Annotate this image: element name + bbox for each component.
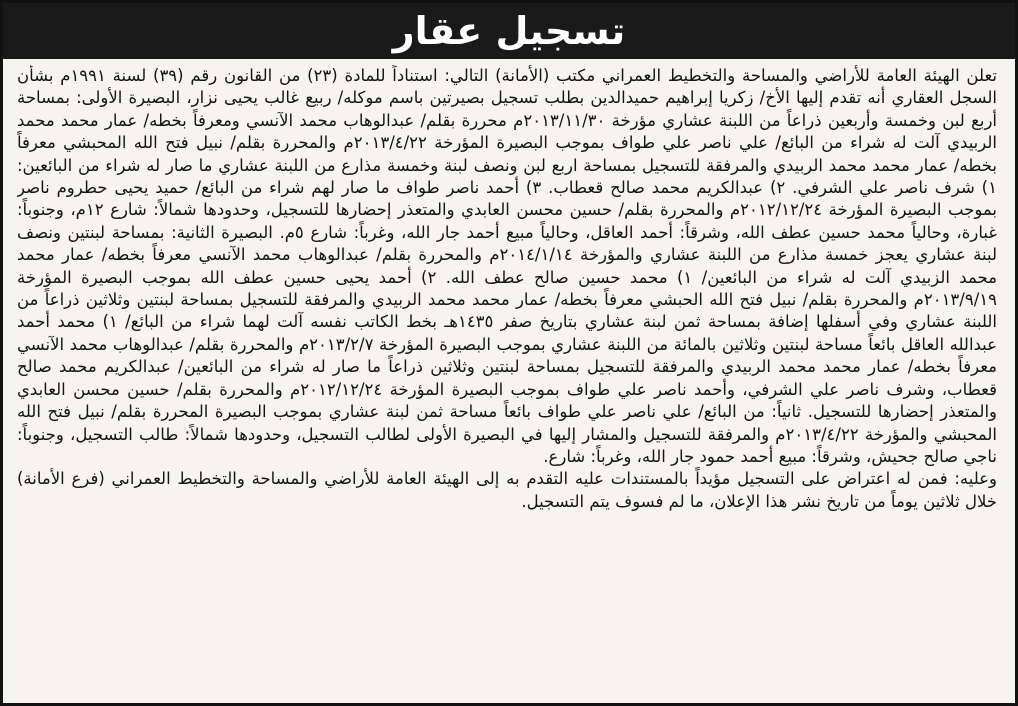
notice-body xyxy=(17,65,997,699)
title-bar xyxy=(3,3,1015,59)
notice-paragraph: تعلن الهيئة العامة للأراضي والمساحة والتخطيط العمراني مكتب (الأمانة) التالي: استناداً للمادة (٢٣) من القانون رقم (٣٩) لسنة ١٩٩١م بشأن السجل العقاري أنه تقدم إليها الأخ/ زكريا إبراهيم حميدالدين بطلب تسجيل بصيرتين باسم موكله/ ربيع غالب يحيى نزار، البصيرة الأولى: بمساحة أربع لبن وخمسة وأربعين ذراعاً من اللبنة عشاري مؤرخة ٢٠١٣/١١/٣٠م محررة بقلم/ عبدالوهاب محمد الآنسي ومعرفاً بخطه/ عمار محمد محمد الربيدي آلت له شراء من البائع/ علي ناصر علي طواف بموجب البصيرة المؤرخة ٢٠١٣/٤/٢٢م والمحررة بقلم/ نبيل فتح الله المحبشي معرفاً بخطه/ عمار محمد محمد الربيدي والمرفقة للتسجيل بمساحة اربع لبن ونصف لبنة وخمسة مذارع من اللبنة عشاري ما صار له شراء من البائعين: ١) شرف ناصر علي الشرفي. ٢) عبدالكريم محمد صالح قعطاب. ٣) أحمد ناصر طواف ما صار لهم شراء من البائع/ حميد يحيى حطروم ناصر بموجب البصيرة المؤرخة ٢٠١٢/١٢/٢٤م والمحررة بقلم/ حسين محسن العابدي والمتعذر إحضارها للتسجيل، وحدودها شمالاً: شارع ١٢م، وجنوباً: غبارة، وحالياً محمد حسين عطف الله، وشرقاً: أحمد العاقل، وحالياً مبيع أحمد جار الله، وغرباً: شارع ٥م. البصيرة الثانية: بمساحة لبنتين ونصف لبنة عشاري يعجز خمسة مذارع من اللبنة عشاري والمؤرخة ٢٠١٤/١/١٤م والمحررة بقلم/ عبدالوهاب محمد الآنسي معرفاً بخطه/ عمار محمد محمد الزبيدي آلت له شراء من البائعين/ ١) محمد حسين صالح عطف الله. ٢) أحمد يحيى حسين عطف الله بموجب البصيرة المؤرخة ٢٠١٣/٩/١٩م والمحررة بقلم/ نبيل فتح الله الحبشي معرفاً بخطه/ عمار محمد محمد الربيدي والمرفقة للتسجيل بمساحة لبنتين وثلاثين ذراعاً من اللبنة عشاري وفي أسفلها إضافة بمساحة ثمن لبنة عشاري بتاريخ صفر ١٤٣٥هـ بخط الكاتب نفسه آلت لهما شراء من البائع/ ١) محمد أحمد عبدالله العاقل بائعاً مساحة لبنتين وثلاثين بالمائة من اللبنة عشاري بموجب البصيرة المؤرخة ٢٠١٣/٢/٧م والمحررة بقلم/ عبدالوهاب محمد الآنسي معرفاً بخطه/ عمار محمد محمد الربيدي والمرفقة للتسجيل بمساحة لبنتين وثلاثين ذراعاً ما صار له شراء من البائعين/ عبدالكريم محمد صالح قعطاب، وشرف ناصر علي الشرفي، وأحمد ناصر علي طواف بموجب البصيرة المؤرخة ٢٠١٢/١٢/٢٤م والمحررة بقلم/ حسين محسن العابدي والمتعذر إحضارها للتسجيل. ثانياً: من البائع/ علي ناصر علي طواف بائعاً مساحة ثمن لبنة عشاري بموجب البصيرة المحررة بقلم/ نبيل فتح الله المحبشي والمؤرخة ٢٠١٣/٤/٢٢م والمرفقة للتسجيل والمشار إليها في البصيرة الأولى لطالب التسجيل، وحدودها شمالاً: طالب التسجيل، وجنوباً: ناجي صالح جحيش، وشرقاً: مبيع أحمد حمود جار الله، وغرباً: شارع. xyxy=(17,66,997,466)
notice-closing-paragraph: وعليه: فمن له اعتراض على التسجيل مؤيداً بالمستندات عليه التقدم به إلى الهيئة العامة للأراضي والمساحة والتخطيط العمراني (فرع الأمانة) خلال ثلاثين يوماً من تاريخ نشر هذا الإعلان، ما لم فسوف يتم التسجيل. xyxy=(17,469,997,511)
notice-title: تسجيل عقار xyxy=(392,9,626,53)
